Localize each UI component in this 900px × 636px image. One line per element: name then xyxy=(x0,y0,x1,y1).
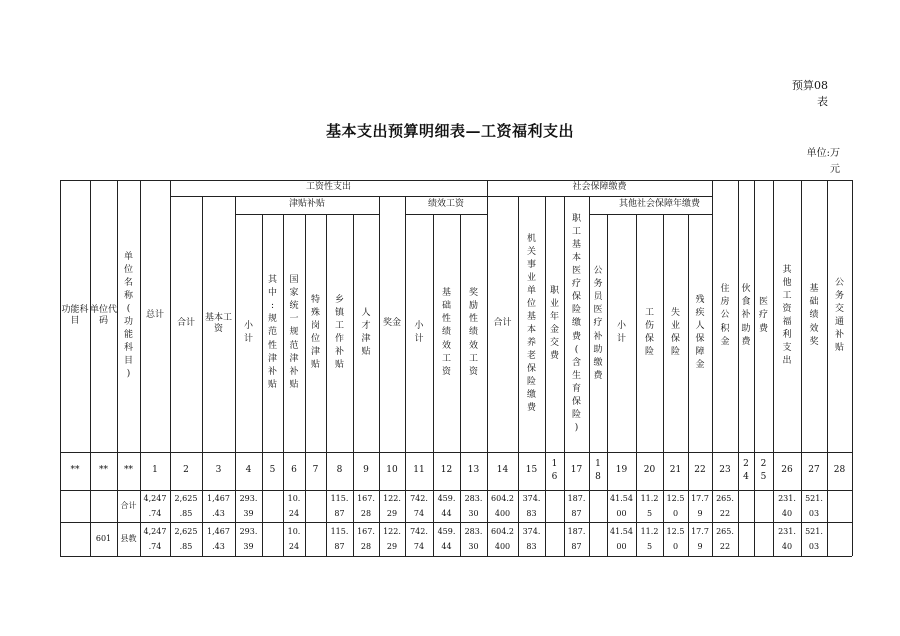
data-cell: 187. 87 xyxy=(567,526,586,551)
unit-label-line2: 元 xyxy=(830,164,840,175)
header-meal-subsidy: 伙 食 补 助 费 xyxy=(741,284,751,347)
header-other-social-subtotal: 小 计 xyxy=(616,320,626,344)
data-cell: 1,467 .43 xyxy=(207,493,230,518)
index-cell: 2 4 xyxy=(743,458,749,482)
header-wage-sum: 合计 xyxy=(176,318,195,329)
header-social-sum: 合计 xyxy=(493,318,512,329)
data-cell: 122. 29 xyxy=(383,526,401,551)
index-cell: 8 xyxy=(336,465,343,476)
header-social-group: 社会保障缴费 xyxy=(572,182,627,193)
index-cell: 15 xyxy=(525,465,538,476)
table-number-line1: 预算08 xyxy=(792,79,828,92)
data-cell: 12.5 0 xyxy=(666,526,685,551)
data-cell: 10. 24 xyxy=(287,493,301,518)
index-cell: 19 xyxy=(615,465,628,476)
data-cell: 4,247 .74 xyxy=(143,526,167,551)
header-basic-wage: 基本工资 xyxy=(204,312,232,334)
header-civil-medical-aid: 公 务 员 医 疗 补 助 缴 费 xyxy=(593,266,603,381)
header-wage-group: 工资性支出 xyxy=(305,182,351,193)
index-cell: 23 xyxy=(719,465,731,476)
index-cell: 10 xyxy=(386,465,398,476)
index-cell: 3 xyxy=(215,465,222,476)
data-cell: 115. 87 xyxy=(330,493,349,518)
header-allowance-special: 特 殊 岗 位 津 贴 xyxy=(310,294,320,371)
data-cell: 县教 xyxy=(120,534,137,544)
header-allowance-group: 津贴补贴 xyxy=(288,199,325,210)
data-cell: 2,625 .85 xyxy=(174,526,198,551)
data-cell: 115. 87 xyxy=(330,526,349,551)
header-func-subject: 功能科目 xyxy=(61,304,89,326)
header-allowance-township: 乡 镇 工 作 补 贴 xyxy=(334,294,344,371)
data-cell: 17.7 9 xyxy=(691,526,709,551)
table-grid-line xyxy=(852,180,853,556)
data-cell: 459. 44 xyxy=(437,493,456,518)
table-number-line2: 表 xyxy=(817,95,828,108)
index-cell: 11 xyxy=(413,465,425,476)
index-cell: 20 xyxy=(643,465,656,476)
header-unit-name: 单 位 名 称 ( 功 能 科 目 ) xyxy=(123,251,133,380)
index-cell: 22 xyxy=(694,465,706,476)
data-cell: 17.7 9 xyxy=(691,493,709,518)
index-cell: 1 8 xyxy=(595,458,601,482)
header-medical-fee: 医 疗 费 xyxy=(758,297,768,334)
data-cell: 41.54 00 xyxy=(610,526,633,551)
data-cell: 2,625 .85 xyxy=(174,493,198,518)
header-annuity: 职 业 年 金 交 费 xyxy=(549,285,559,362)
index-cell: 17 xyxy=(570,465,583,476)
data-cell: 41.54 00 xyxy=(610,493,633,518)
data-cell: 1,467 .43 xyxy=(207,526,230,551)
index-cell: 21 xyxy=(669,465,682,476)
index-cell: 7 xyxy=(312,465,319,476)
index-cell: 27 xyxy=(808,465,820,476)
data-cell: 604.2 400 xyxy=(491,526,514,551)
index-cell: 1 6 xyxy=(551,458,558,482)
data-cell: 265. 22 xyxy=(716,526,734,551)
index-cell: 28 xyxy=(833,465,846,476)
data-cell: 604.2 400 xyxy=(491,493,514,518)
header-allowance-talent: 人 才 津 贴 xyxy=(361,307,371,358)
data-cell: 231. 40 xyxy=(778,526,796,551)
page-title: 基本支出预算明细表—工资福利支出 xyxy=(325,122,574,140)
data-cell: 187. 87 xyxy=(567,493,586,518)
data-cell: 293. 39 xyxy=(239,493,258,518)
header-performance-reward: 奖 励 性 绩 效 工 资 xyxy=(468,288,478,377)
index-cell: 6 xyxy=(291,465,297,476)
index-cell: 5 xyxy=(269,465,276,476)
data-cell: 283. 30 xyxy=(464,493,483,518)
index-cell: 4 xyxy=(245,465,252,476)
header-disability-fund: 残 疾 人 保 障 金 xyxy=(695,294,705,371)
data-cell: 283. 30 xyxy=(464,526,483,551)
index-cell: 13 xyxy=(467,465,480,476)
data-cell: 167. 28 xyxy=(357,526,375,551)
header-injury-insurance: 工 伤 保 险 xyxy=(644,307,654,358)
header-allowance-national: 国 家 统 一 规 范 津 补 贴 xyxy=(289,275,299,390)
header-total: 总计 xyxy=(145,310,164,321)
header-performance-subtotal: 小 计 xyxy=(414,320,424,344)
data-cell: 122. 29 xyxy=(383,493,401,518)
header-basic-performance-award: 基 础 绩 效 奖 xyxy=(809,284,819,347)
header-performance-basic: 基 础 性 绩 效 工 资 xyxy=(441,288,451,377)
data-cell: 374. 83 xyxy=(522,526,541,551)
header-other-social-group: 其他社会保障年缴费 xyxy=(618,199,700,210)
header-medical-insurance: 职 工 基 本 医 疗 保 险 缴 费 ( 含 生 育 保 险 ) xyxy=(571,214,581,433)
header-transport-allowance: 公 务 交 通 补 贴 xyxy=(834,277,844,354)
data-cell: 459. 44 xyxy=(437,526,456,551)
data-cell: 231. 40 xyxy=(778,493,796,518)
header-allowance-standard: 其 中 : 规 范 性 津 补 贴 xyxy=(267,275,277,390)
header-other-welfare: 其 他 工 资 福 利 支 出 xyxy=(782,264,792,367)
index-cell: 2 5 xyxy=(760,458,767,482)
unit-label-line1: 单位:万 xyxy=(806,148,840,159)
data-cell: 167. 28 xyxy=(357,493,375,518)
data-cell: 265. 22 xyxy=(716,493,734,518)
index-cell: 2 xyxy=(183,465,189,476)
index-cell: ** xyxy=(99,465,108,476)
data-cell: 601 xyxy=(95,534,112,544)
index-cell: 1 xyxy=(152,465,158,476)
header-pension: 机 关 事 业 单 位 基 本 养 老 保 险 缴 费 xyxy=(526,233,536,414)
header-allowance-subtotal: 小 计 xyxy=(243,320,253,344)
data-cell: 11.2 5 xyxy=(640,526,659,551)
header-performance-group: 绩效工资 xyxy=(427,199,464,210)
data-cell: 742. 74 xyxy=(410,493,428,518)
header-bonus: 奖金 xyxy=(382,318,401,329)
data-cell: 10. 24 xyxy=(287,526,301,551)
index-cell: ** xyxy=(70,465,80,476)
data-cell: 11.2 5 xyxy=(640,493,659,518)
data-cell: 293. 39 xyxy=(239,526,258,551)
data-cell: 374. 83 xyxy=(522,493,541,518)
index-cell: 26 xyxy=(781,465,793,476)
data-cell: 521. 03 xyxy=(805,493,823,518)
data-cell: 4,247 .74 xyxy=(143,493,167,518)
header-unemployment-insurance: 失 业 保 险 xyxy=(670,307,680,358)
index-cell: 9 xyxy=(363,465,369,476)
index-cell: 12 xyxy=(440,465,453,476)
data-cell: 742. 74 xyxy=(410,526,428,551)
index-cell: 14 xyxy=(496,465,509,476)
data-cell: 12.5 0 xyxy=(666,493,685,518)
index-cell: ** xyxy=(124,465,133,476)
table-grid-line xyxy=(60,556,852,557)
data-cell: 521. 03 xyxy=(805,526,823,551)
data-cell: 合计 xyxy=(120,501,137,511)
header-unit-code: 单位代码 xyxy=(90,304,117,326)
header-housing-fund: 住 房 公 积 金 xyxy=(720,284,730,347)
